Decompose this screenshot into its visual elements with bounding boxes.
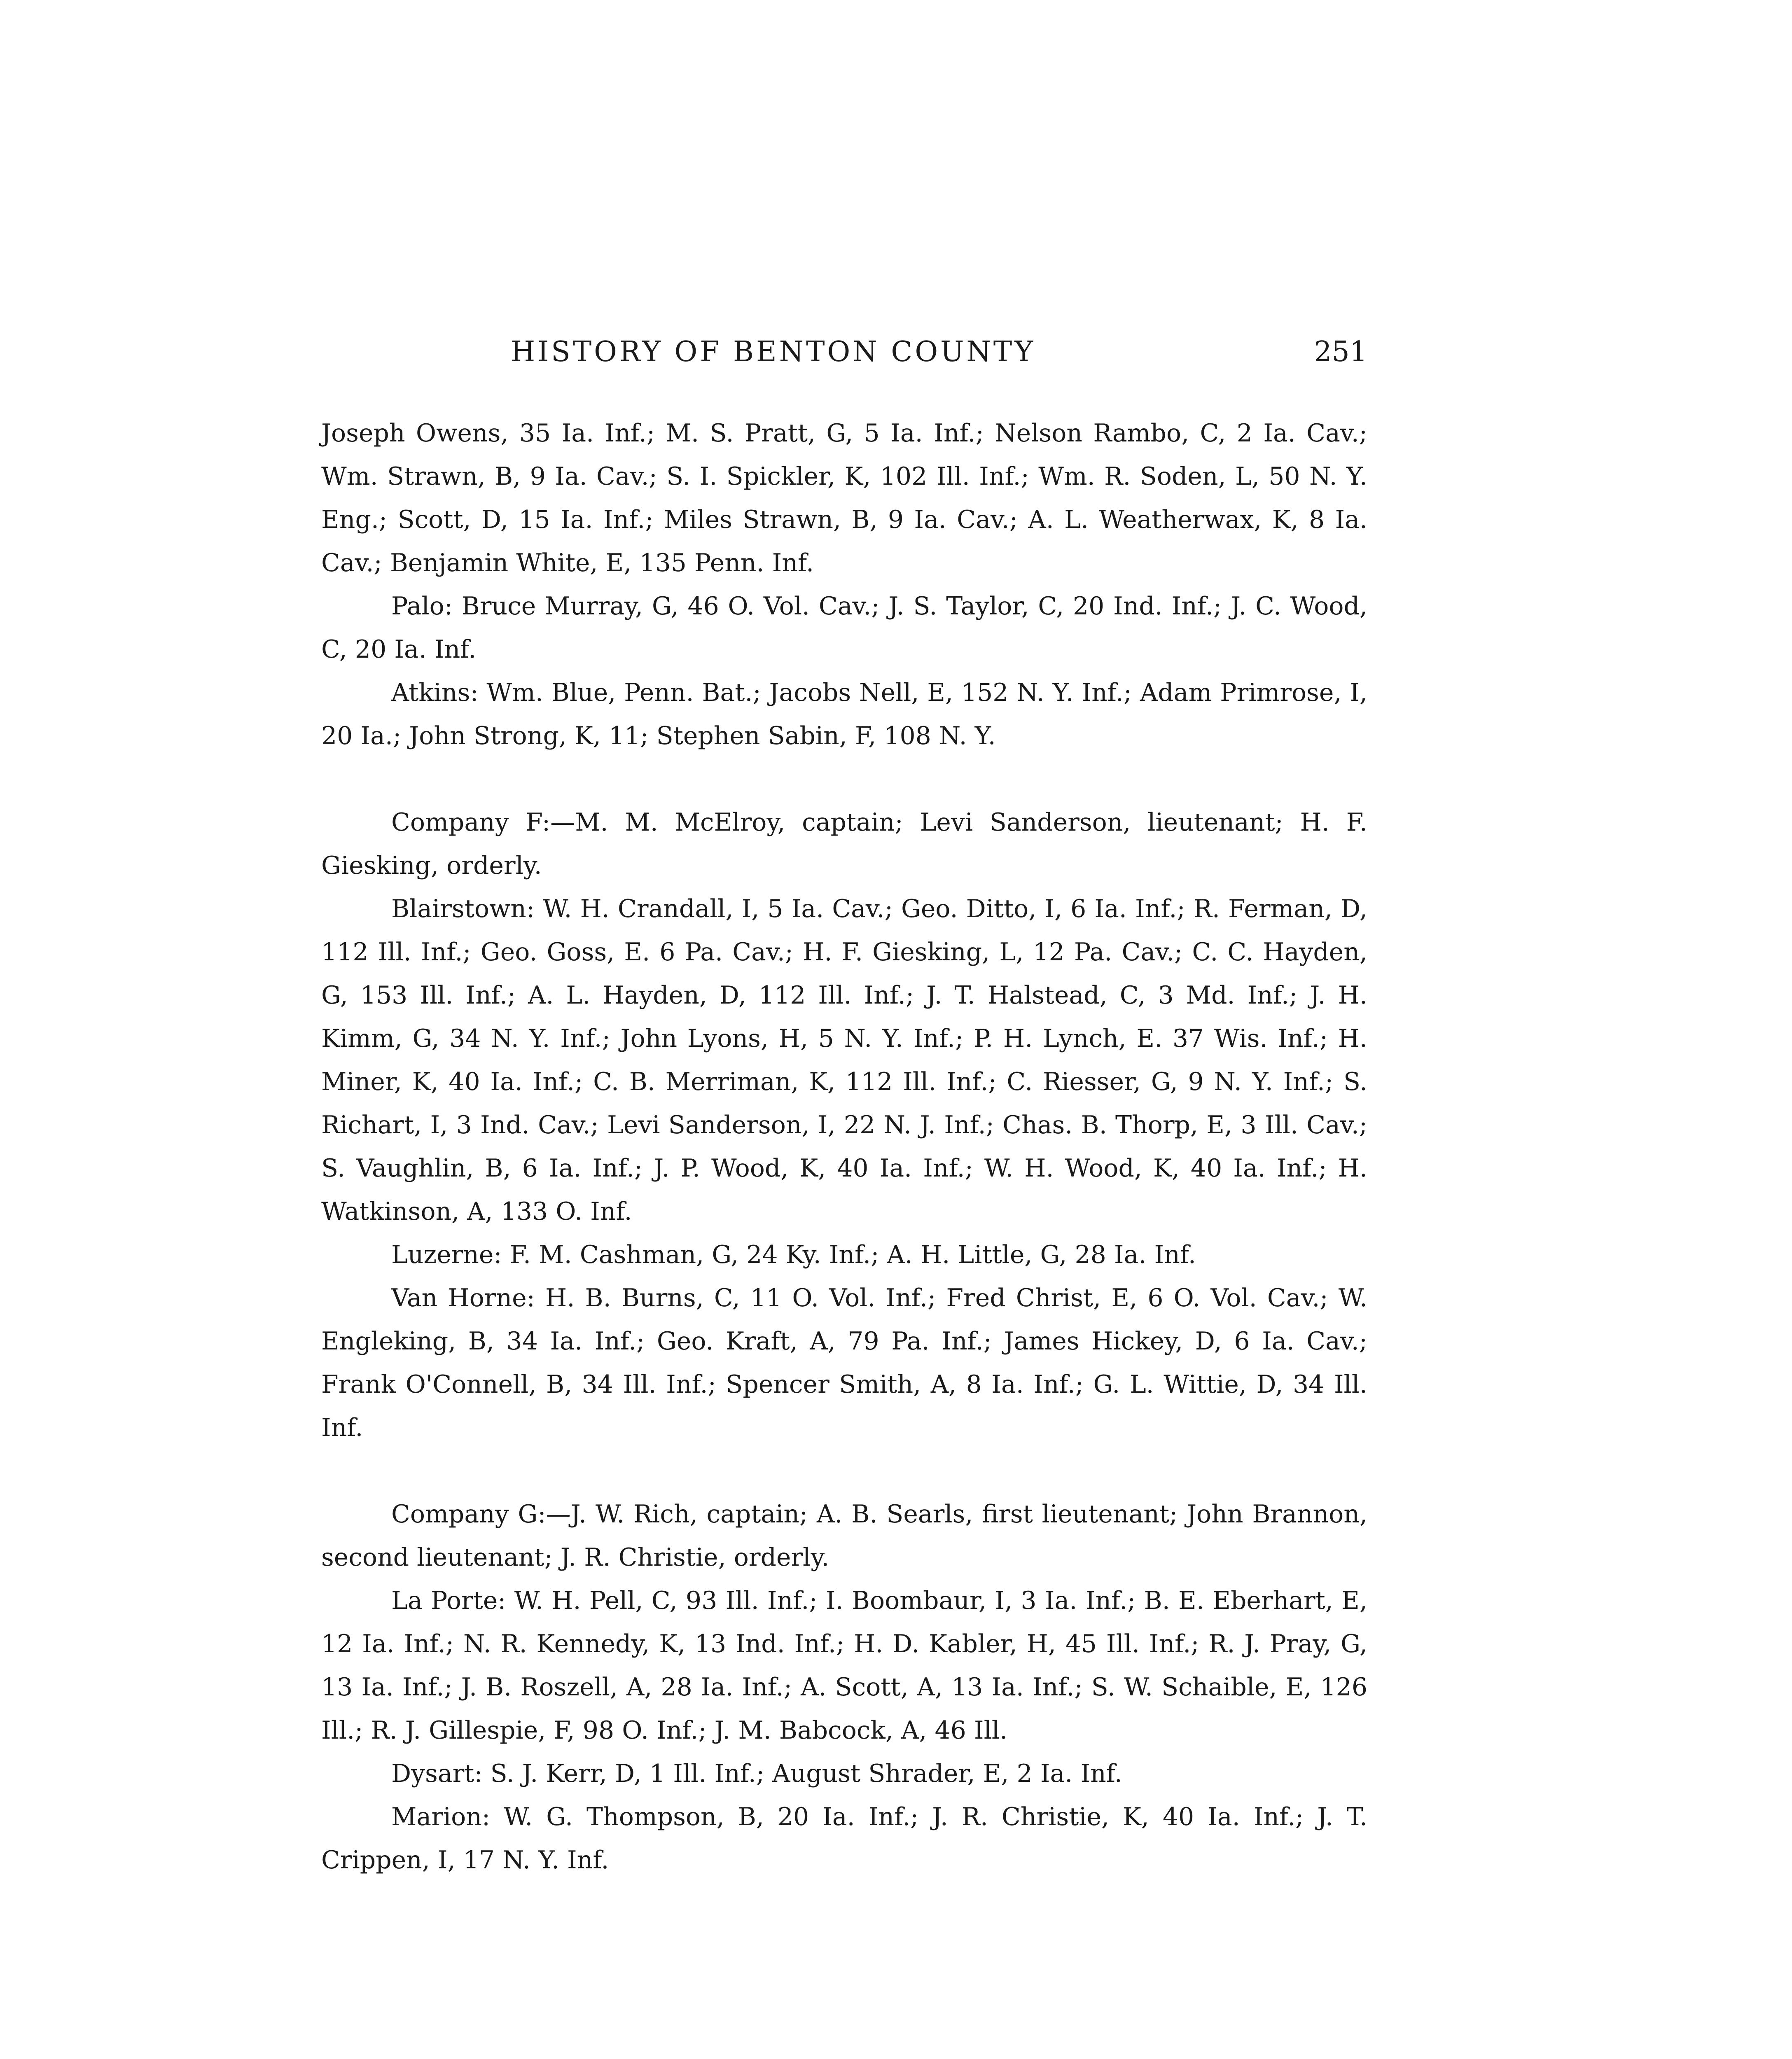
paragraph-blairstown: Blairstown: W. H. Crandall, I, 5 Ia. Cav.; Geo. Ditto, I, 6 Ia. Inf.; R. Ferman, D, 112 Ill. Inf.; Geo. Goss, E. 6 Pa. Cav.; H. F. Giesking, L, 12 Pa. Cav.; C. C. Hayden, G, 153 Ill. Inf.; A. L. Hayden, D, 112 Ill. Inf.; J. T. Halstead, C, 3 Md. Inf.; J. H. Kimm, G, 34 N. Y. Inf.; John Lyons, H, 5 N. Y. Inf.; P. H. Lynch, E. 37 Wis. Inf.; H. Miner, K, 40 Ia. Inf.; C. B. Merriman, K, 112 Ill. Inf.; C. Riesser, G, 9 N. Y. Inf.; S. Richart, I, 3 Ind. Cav.; Levi Sanderson, I, 22 N. J. Inf.; Chas. B. Thorp, E, 3 Ill. Cav.; S. Vaughlin, B, 6 Ia. Inf.; J. P. Wood, K, 40 Ia. Inf.; W. H. Wood, K, 40 Ia. Inf.; H. Watkinson, A, 133 O. Inf. [321,894,1367,1226]
paragraph-dysart: Dysart: S. J. Kerr, D, 1 Ill. Inf.; August Shrader, E, 2 Ia. Inf. [391,1759,1122,1788]
running-head: HISTORY OF BENTON COUNTY [511,336,1036,368]
paragraph-roster-continued: Joseph Owens, 35 Ia. Inf.; M. S. Pratt, G, 5 Ia. Inf.; Nelson Rambo, C, 2 Ia. Cav.; Wm. Strawn, B, 9 Ia. Cav.; S. I. Spickler, K, 102 Ill. Inf.; Wm. R. Soden, L, 50 N. Y. Eng.; Scott, D, 15 Ia. Inf.; Miles Strawn, B, 9 Ia. Cav.; A. L. Weatherwax, K, 8 Ia. Cav.; Benjamin White, E, 135 Penn. Inf. [321,419,1367,577]
paragraph-company-g: Company G:—J. W. Rich, captain; A. B. Searls, first lieutenant; John Brannon, second lieutenant; J. R. Christie, orderly. [321,1500,1367,1572]
page-number: 251 [1314,336,1367,368]
paragraph-atkins: Atkins: Wm. Blue, Penn. Bat.; Jacobs Nell, E, 152 N. Y. Inf.; Adam Primrose, I, 20 Ia.; John Strong, K, 11; Stephen Sabin, F, 108 N. Y. [321,678,1367,750]
paragraph-palo: Palo: Bruce Murray, G, 46 O. Vol. Cav.; J. S. Taylor, C, 20 Ind. Inf.; J. C. Wood, C, 20 Ia. Inf. [321,592,1367,664]
paragraph-van-horne: Van Horne: H. B. Burns, C, 11 O. Vol. Inf.; Fred Christ, E, 6 O. Vol. Cav.; W. Engleking, B, 34 Ia. Inf.; Geo. Kraft, A, 79 Pa. Inf.; James Hickey, D, 6 Ia. Cav.; Frank O'Connell, B, 34 Ill. Inf.; Spencer Smith, A, 8 Ia. Inf.; G. L. Wittie, D, 34 Ill. Inf. [321,1284,1367,1442]
page-header [321,329,1367,375]
paragraph-company-f: Company F:—M. M. McElroy, captain; Levi Sanderson, lieutenant; H. F. Giesking, orderly. [321,808,1367,880]
paragraph-marion: Marion: W. G. Thompson, B, 20 Ia. Inf.; J. R. Christie, K, 40 Ia. Inf.; J. T. Crippen, I, 17 N. Y. Inf. [321,1802,1367,1875]
paragraph-la-porte: La Porte: W. H. Pell, C, 93 Ill. Inf.; I. Boombaur, I, 3 Ia. Inf.; B. E. Eberhart, E, 12 Ia. Inf.; N. R. Kennedy, K, 13 Ind. Inf.; H. D. Kabler, H, 45 Ill. Inf.; R. J. Pray, G, 13 Ia. Inf.; J. B. Roszell, A, 28 Ia. Inf.; A. Scott, A, 13 Ia. Inf.; S. W. Schaible, E, 126 Ill.; R. J. Gillespie, F, 98 O. Inf.; J. M. Babcock, A, 46 Ill. [321,1586,1367,1745]
paragraph-luzerne: Luzerne: F. M. Cashman, G, 24 Ky. Inf.; A. H. Little, G, 28 Ia. Inf. [391,1240,1196,1269]
body-text [321,412,1367,1882]
